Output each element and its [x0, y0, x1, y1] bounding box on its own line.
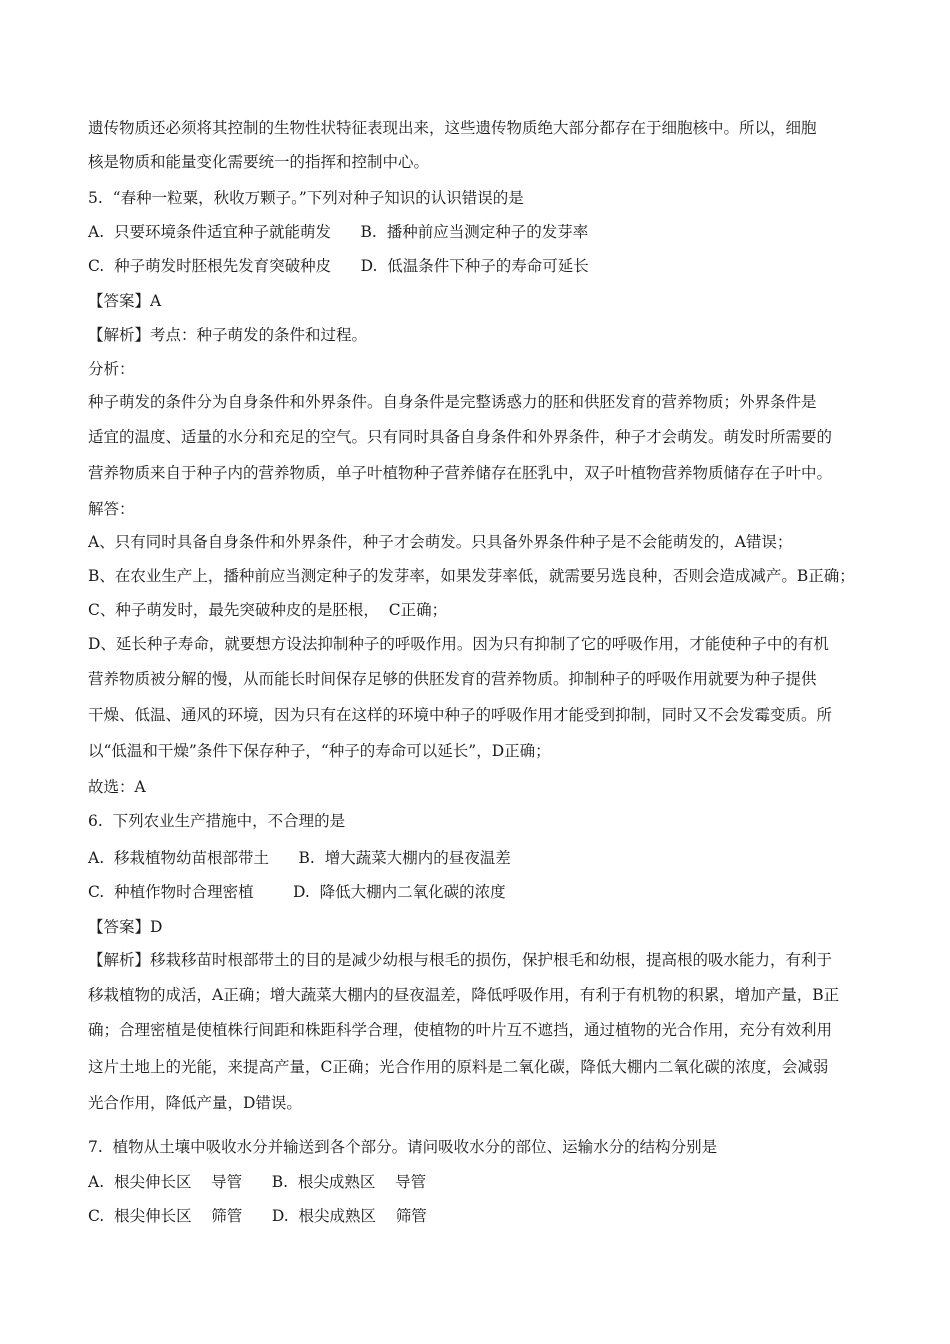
text-line: 解答： — [88, 500, 135, 518]
options-ab: A. 移栽植物幼苗根部带土 B. 增大蔬菜大棚内的昼夜温差 — [88, 849, 511, 867]
analysis-label: 【解析】考点：种子萌发的条件和过程。 — [88, 326, 368, 344]
options-cd: C. 种子萌发时胚根先发育突破种皮 D. 低温条件下种子的寿命可延长 — [88, 257, 589, 275]
text-line: 干燥、低温、通风的环境，因为只有在这样的环境中种子的呼吸作用才能受到抑制，同时又不会发霉变质。所 — [88, 706, 833, 724]
text-line: D、延长种子寿命，就要想方设法抑制种子的呼吸作用。因为只有抑制了它的呼吸作用，才能使种子中的有机 — [88, 635, 829, 653]
analysis-label: 【解析】移栽移苗时根部带土的目的是减少幼根与根毛的损伤，保护根毛和幼根，提高根的吸水能力，有利于 — [88, 951, 833, 969]
text-line: 故选：A — [88, 778, 146, 796]
text-line: A、只有同时具备自身条件和外界条件，种子才会萌发。只具备外界条件种子是不会能萌发的，A错误； — [88, 533, 793, 551]
text-line: 确；合理密植是使植株行间距和株距科学合理，使植物的叶片互不遮挡，通过植物的光合作用，充分有效利用 — [88, 1021, 833, 1039]
text-line: B、在农业生产上，播种前应当测定种子的发芽率，如果发芽率低，就需要另选良种，否则会造成减产。B正确； — [88, 567, 855, 585]
text-line: 这片土地上的光能，来提高产量，C正确；光合作用的原料是二氧化碳，降低大棚内二氧化碳的浓度，会减弱 — [88, 1058, 829, 1076]
text-line: C、种子萌发时，最先突破种皮的是胚根， C正确； — [88, 601, 448, 619]
text-line: 核是物质和能量变化需要统一的指挥和控制中心。 — [88, 153, 430, 171]
text-line: 适宜的温度、适量的水分和充足的空气。只有同时具备自身条件和外界条件，种子才会萌发。萌发时所需要的 — [88, 428, 833, 446]
text-line: 光合作用，降低产量，D错误。 — [88, 1094, 302, 1112]
options-ab: A. 只要环境条件适宜种子就能萌发 B. 播种前应当测定种子的发芽率 — [88, 223, 589, 241]
text-line: 营养物质来自于种子内的营养物质，单子叶植物种子营养储存在胚乳中，双子叶植物营养物质储存在子叶中。 — [88, 464, 833, 482]
options-cd: C. 根尖伸长区 筛管 D. 根尖成熟区 筛管 — [88, 1207, 427, 1225]
question-6: 6. 下列农业生产措施中，不合理的是 — [88, 812, 346, 830]
answer-label: 【答案】D — [88, 918, 163, 936]
text-line: 以“低温和干燥”条件下保存种子，“种子的寿命可以延长”，D正确； — [88, 742, 551, 760]
options-cd: C. 种植作物时合理密植 D. 降低大棚内二氧化碳的浓度 — [88, 883, 506, 901]
text-line: 遗传物质还必须将其控制的生物性状特征表现出来，这些遗传物质绝大部分都存在于细胞核中。所以，细胞 — [88, 119, 817, 137]
options-ab: A. 根尖伸长区 导管 B. 根尖成熟区 导管 — [88, 1173, 427, 1191]
question-7: 7. 植物从土壤中吸收水分并输送到各个部分。请问吸收水分的部位、运输水分的结构分别是 — [88, 1138, 718, 1156]
answer-label: 【答案】A — [88, 292, 162, 310]
question-5: 5. “春种一粒粟，秋收万颗子。”下列对种子知识的认识错误的是 — [88, 189, 524, 207]
text-line: 分析： — [88, 360, 135, 378]
text-line: 营养物质被分解的慢，从而能长时间保存足够的供胚发育的营养物质。抑制种子的呼吸作用就要为种子提供 — [88, 670, 817, 688]
text-line: 种子萌发的条件分为自身条件和外界条件。自身条件是完整诱惑力的胚和供胚发育的营养物质；外界条件是 — [88, 393, 817, 411]
text-line: 移栽植物的成活，A正确；增大蔬菜大棚内的昼夜温差，降低呼吸作用，有利于有机物的积累，增加产量，B正 — [88, 986, 840, 1004]
